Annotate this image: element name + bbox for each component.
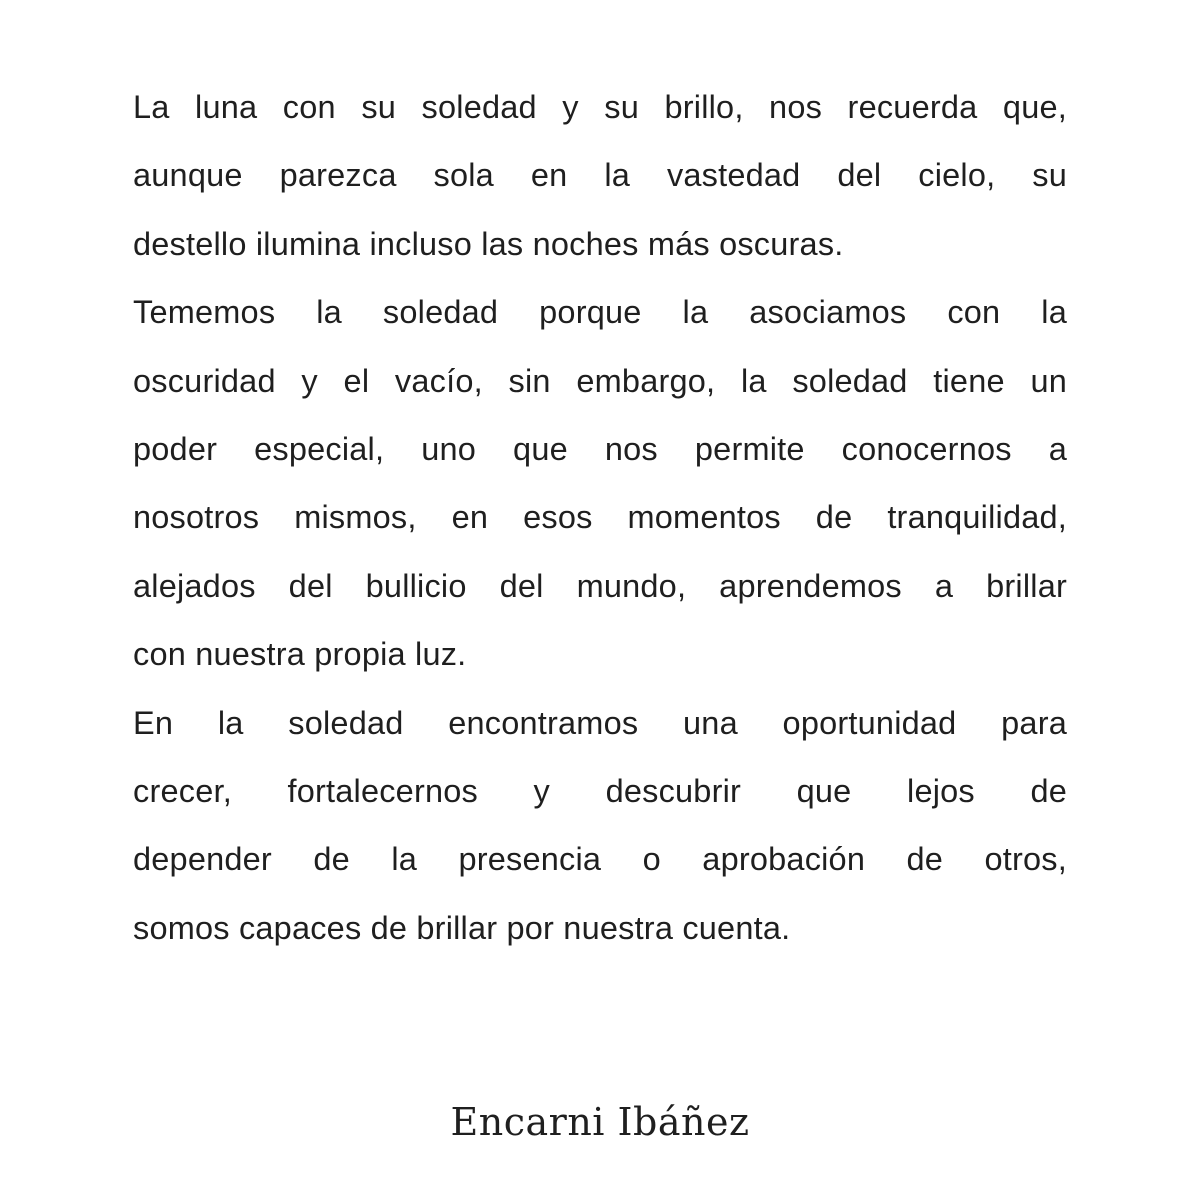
text-line: En la soledad encontramos una oportunidad para (133, 704, 1067, 741)
text-line: con nuestra propia luz. (133, 636, 467, 673)
text-line: Tememos la soledad porque la asociamos con la (133, 294, 1067, 331)
text-line: oscuridad y el vacío, sin embargo, la soledad tiene un (133, 362, 1067, 399)
text-line: alejados del bullicio del mundo, aprendemos a brillar (133, 567, 1067, 604)
text-line: poder especial, uno que nos permite conocernos a (133, 430, 1067, 467)
text-line: somos capaces de brillar por nuestra cuenta. (133, 909, 791, 946)
text-line: depender de la presencia o aprobación de otros, (133, 841, 1067, 878)
text-line: crecer, fortalecernos y descubrir que lejos de (133, 772, 1067, 809)
quote-text (133, 73, 1067, 962)
text-line: destello ilumina incluso las noches más oscuras. (133, 225, 844, 262)
text-line: aunque parezca sola en la vastedad del cielo, su (133, 157, 1067, 194)
text-line: La luna con su soledad y su brillo, nos recuerda que, (133, 89, 1067, 125)
text-line: nosotros mismos, en esos momentos de tranquilidad, (133, 499, 1067, 536)
author-signature: Encarni Ibáñez (450, 1100, 750, 1144)
